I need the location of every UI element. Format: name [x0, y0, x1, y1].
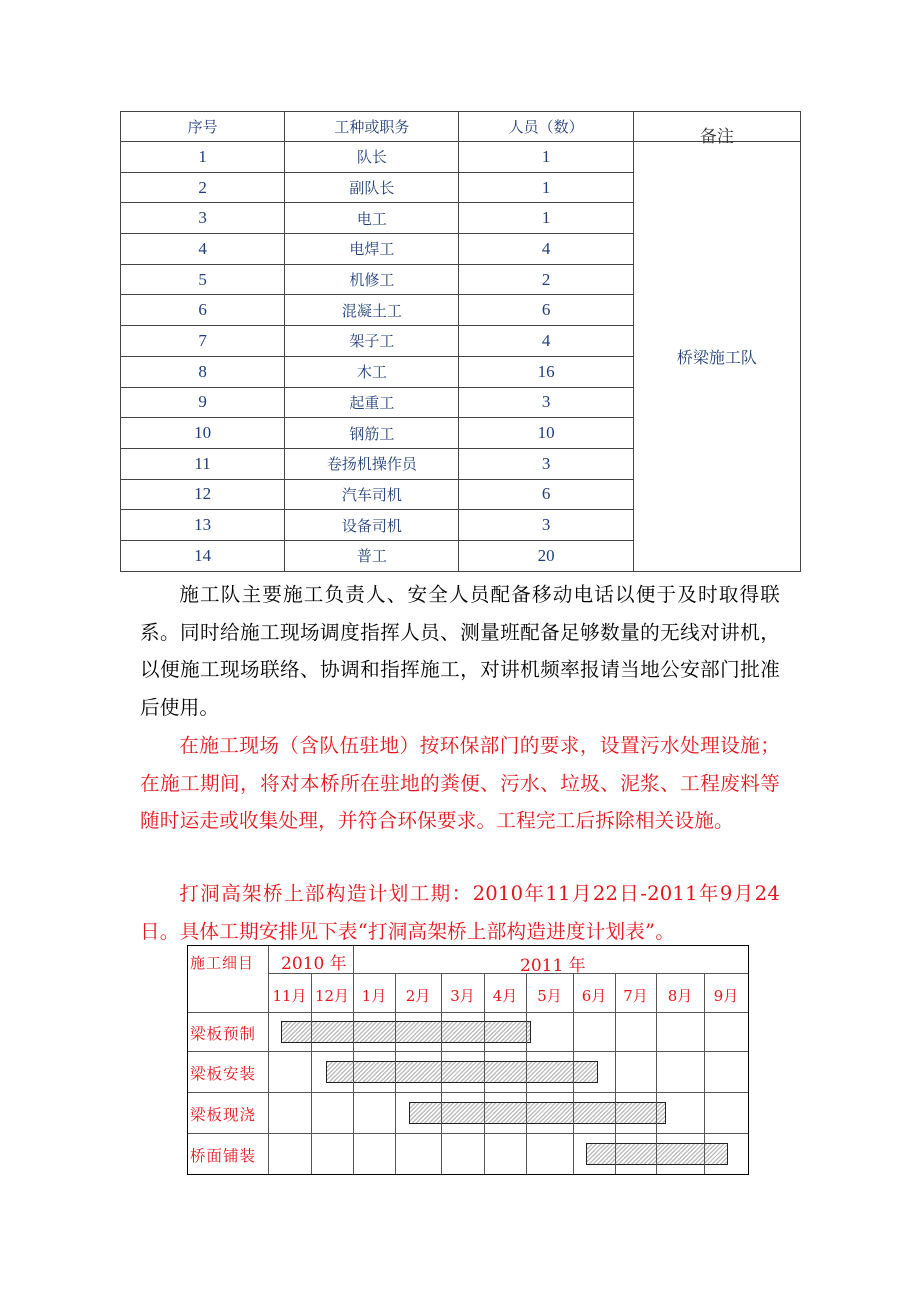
cell-index: 6: [121, 295, 285, 326]
task-label: 梁板现浇: [190, 1105, 257, 1124]
cell-trade: 架子工: [285, 326, 459, 357]
cell-trade: 设备司机: [285, 510, 459, 541]
table-header-row: [121, 112, 801, 142]
cell-trade: 起重工: [285, 387, 459, 418]
paragraph-environment: 在施工现场（含队伍驻地）按环保部门的要求，设置污水处理设施；在施工期间，将对本桥所在驻地的粪便、污水、垃圾、泥浆、工程废料等随时运走或收集处理，并符合环保要求。工程完工后拆除相关设施。: [140, 734, 780, 832]
cell-trade: 汽车司机: [285, 479, 459, 510]
header-note: [633, 112, 800, 147]
grid-line: [268, 946, 269, 1174]
cell-count: 3: [459, 448, 633, 479]
grid-line: [573, 973, 574, 1174]
task-bar: [326, 1061, 599, 1083]
grid-line: [188, 1133, 748, 1134]
cell-count: 1: [459, 172, 633, 203]
month-label: 3月: [450, 987, 475, 1005]
cell-trade: 木工: [285, 356, 459, 387]
grid-line: [353, 946, 354, 1174]
cell-trade: 混凝土工: [285, 295, 459, 326]
month-label: 1月: [361, 987, 387, 1005]
cell-count: 20: [459, 540, 633, 571]
header-trade: 工种或职务: [285, 112, 459, 142]
month-label: 9月: [713, 987, 739, 1005]
table-row: [121, 142, 801, 173]
cell-count: 10: [459, 418, 633, 449]
cell-index: 1: [121, 142, 285, 173]
header-note-text: 备注: [699, 127, 734, 147]
grid-line: [311, 973, 312, 1174]
header-index: 序号: [121, 112, 285, 142]
month-label: 5月: [537, 987, 562, 1005]
cell-count: 1: [459, 203, 633, 234]
grid-line: [188, 1012, 748, 1013]
cell-trade: 卷扬机操作员: [285, 448, 459, 479]
cell-trade: 钢筋工: [285, 418, 459, 449]
task-label: 桥面铺装: [190, 1146, 257, 1165]
cell-trade: 电工: [285, 203, 459, 234]
gantt-year-2011: 2011 年: [520, 956, 586, 976]
month-label: 12月: [314, 987, 350, 1005]
cell-index: 5: [121, 264, 285, 295]
cell-count: 2: [459, 264, 633, 295]
grid-line: [395, 973, 396, 1174]
cell-index: 4: [121, 234, 285, 265]
month-label: 7月: [623, 987, 648, 1005]
month-label: 4月: [492, 987, 518, 1005]
grid-line: [268, 973, 748, 974]
grid-line: [484, 973, 485, 1174]
cell-count: 4: [459, 326, 633, 357]
staff-table-body: [121, 112, 801, 572]
month-label: 8月: [667, 987, 693, 1005]
cell-count: 3: [459, 510, 633, 541]
cell-trade: 机修工: [285, 264, 459, 295]
paragraph-communication: 施工队主要施工负责人、安全人员配备移动电话以便于及时取得联系。同时给施工现场调度指挥人员、测量班配备足够数量的无线对讲机，以便施工现场联络、协调和指挥施工，对讲机频率报请当地公安部门批准后使用。: [140, 583, 780, 719]
gantt-corner-label: 施工细目: [190, 954, 255, 972]
gantt-year-2010: 2010 年: [281, 954, 347, 974]
cell-trade: 副队长: [285, 172, 459, 203]
staff-table: [120, 111, 801, 572]
month-label: 11月: [272, 987, 307, 1005]
header-count: 人员（数）: [459, 112, 633, 142]
cell-index: 10: [121, 418, 285, 449]
task-bar: [409, 1102, 666, 1124]
cell-count: 16: [459, 356, 633, 387]
gantt-chart: [187, 945, 749, 1175]
cell-index: 3: [121, 203, 285, 234]
grid-line: [188, 1092, 748, 1093]
cell-trade: 普工: [285, 540, 459, 571]
cell-index: 7: [121, 326, 285, 357]
cell-count: 6: [459, 479, 633, 510]
cell-index: 14: [121, 540, 285, 571]
cell-note: 桥梁施工队: [633, 142, 800, 572]
paragraph-schedule: 打洞高架桥上部构造计划工期：2010年11月22日-2011年9月24日。具体工期安排见下表“打洞高架桥上部构造进度计划表”。: [140, 882, 780, 943]
cell-index: 11: [121, 448, 285, 479]
cell-index: 2: [121, 172, 285, 203]
grid-line: [615, 973, 616, 1174]
cell-count: 4: [459, 234, 633, 265]
cell-count: 3: [459, 387, 633, 418]
grid-line: [188, 1051, 748, 1052]
task-label: 梁板预制: [190, 1024, 257, 1043]
task-bar: [281, 1021, 531, 1043]
cell-index: 8: [121, 356, 285, 387]
task-label: 梁板安装: [190, 1064, 257, 1083]
cell-index: 12: [121, 479, 285, 510]
cell-trade: 队长: [285, 142, 459, 173]
cell-trade: 电焊工: [285, 234, 459, 265]
cell-count: 1: [459, 142, 633, 173]
grid-line: [656, 973, 657, 1174]
month-label: 6月: [581, 987, 607, 1005]
grid-line: [526, 973, 527, 1174]
cell-count: 6: [459, 295, 633, 326]
grid-line: [704, 973, 705, 1174]
grid-line: [441, 973, 442, 1174]
cell-index: 13: [121, 510, 285, 541]
cell-index: 9: [121, 387, 285, 418]
month-label: 2月: [405, 987, 431, 1005]
